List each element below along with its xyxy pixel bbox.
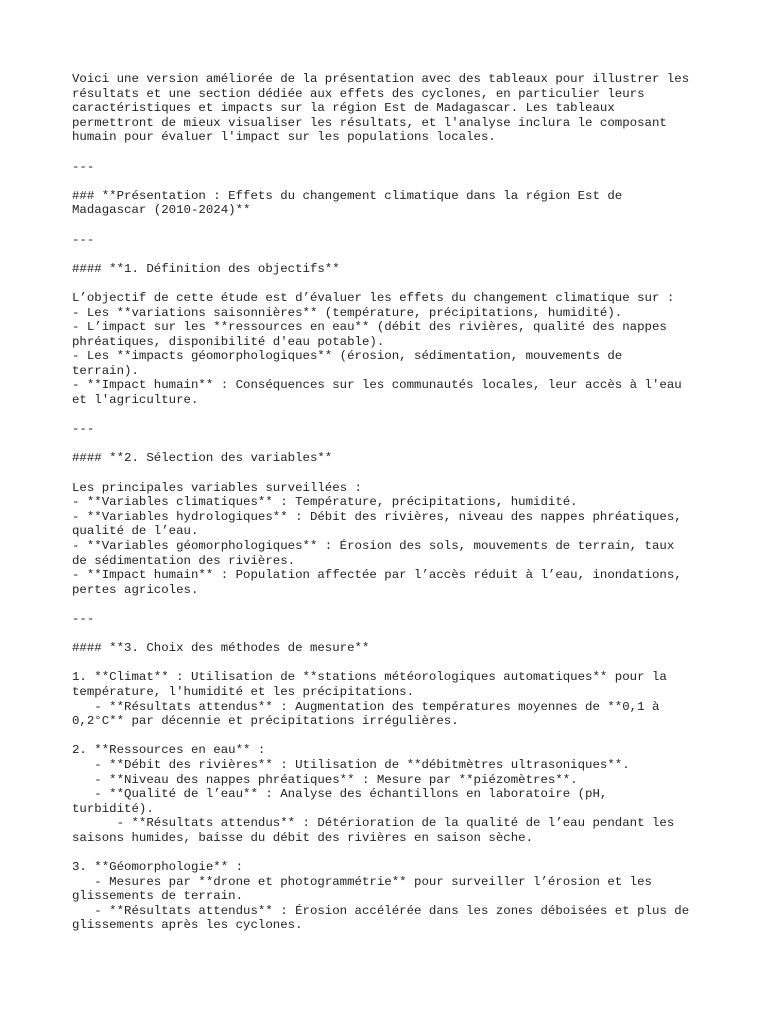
text-line: --- bbox=[72, 232, 95, 247]
text-line: terrain). bbox=[72, 363, 139, 378]
text-line: 1. **Climat** : Utilisation de **stations météorologiques automatiques** pour la bbox=[72, 670, 667, 685]
text-line: Madagascar (2010-2024)** bbox=[72, 203, 251, 218]
text-line: - **Variables climatiques** : Température, précipitations, humidité. bbox=[72, 495, 578, 510]
text-line: de sédimentation des rivières. bbox=[72, 553, 296, 568]
text-line: humain pour évaluer l'impact sur les populations locales. bbox=[72, 130, 496, 145]
blank-line bbox=[72, 437, 712, 452]
blank-line bbox=[72, 247, 712, 262]
text-line: permettront de mieux visualiser les résultats, et l'analyse inclura le composant bbox=[72, 115, 667, 130]
text-line: --- bbox=[72, 422, 95, 437]
text-line: - **Niveau des nappes phréatiques** : Mesure par **piézomètres**. bbox=[72, 772, 578, 787]
text-line: ### **Présentation : Effets du changement climatique dans la région Est de bbox=[72, 188, 623, 203]
text-line: caractéristiques et impacts sur la région Est de Madagascar. Les tableaux bbox=[72, 101, 615, 116]
text-line: Les principales variables surveillées : bbox=[72, 480, 362, 495]
text-line: - **Impact humain** : Population affectée par l’accès réduit à l’eau, inondations, bbox=[72, 568, 682, 583]
blank-line bbox=[72, 408, 712, 423]
text-line: --- bbox=[72, 611, 95, 626]
text-line: résultats et une section dédiée aux effets des cyclones, en particulier leurs bbox=[72, 86, 645, 101]
text-line: - Les **impacts géomorphologiques** (érosion, sédimentation, mouvements de bbox=[72, 349, 623, 364]
document-page bbox=[72, 72, 712, 933]
text-line: #### **1. Définition des objectifs** bbox=[72, 261, 340, 276]
text-line: température, l'humidité et les précipitations. bbox=[72, 684, 415, 699]
text-line: saisons humides, baisse du débit des rivières en saison sèche. bbox=[72, 830, 534, 845]
text-line: - Mesures par **drone et photogrammétrie** pour surveiller l’érosion et les bbox=[72, 874, 652, 889]
text-line: phréatiques, disponibilité d'eau potable). bbox=[72, 334, 385, 349]
text-line: 0,2°C** par décennie et précipitations irrégulières. bbox=[72, 714, 459, 729]
blank-line bbox=[72, 218, 712, 233]
text-line: - Les **variations saisonnières** (température, précipitations, humidité). bbox=[72, 305, 623, 320]
text-line: - **Impact humain** : Conséquences sur les communautés locales, leur accès à l'eau bbox=[72, 378, 682, 393]
text-line: Voici une version améliorée de la présentation avec des tableaux pour illustrer les bbox=[72, 72, 690, 86]
text-line: et l'agriculture. bbox=[72, 393, 199, 408]
text-line: - **Résultats attendus** : Érosion accélérée dans les zones déboisées et plus de bbox=[72, 903, 690, 918]
text-line: #### **2. Sélection des variables** bbox=[72, 451, 333, 466]
blank-line bbox=[72, 276, 712, 291]
text-line: - **Variables hydrologiques** : Débit des rivières, niveau des nappes phréatiques, bbox=[72, 509, 682, 524]
text-line: - **Résultats attendus** : Détérioration de la qualité de l’eau pendant les bbox=[72, 816, 675, 831]
text-line: qualité de l’eau. bbox=[72, 524, 199, 539]
text-line: L’objectif de cette étude est d’évaluer les effets du changement climatique sur : bbox=[72, 290, 675, 305]
text-line: --- bbox=[72, 159, 95, 174]
blank-line bbox=[72, 597, 712, 612]
text-line: glissements après les cyclones. bbox=[72, 918, 303, 933]
text-line: - **Variables géomorphologiques** : Érosion des sols, mouvements de terrain, taux bbox=[72, 539, 675, 553]
text-line: pertes agricoles. bbox=[72, 582, 199, 597]
text-line: 3. **Géomorphologie** : bbox=[72, 860, 244, 875]
blank-line bbox=[72, 845, 712, 860]
text-line: #### **3. Choix des méthodes de mesure** bbox=[72, 641, 370, 656]
text-line: glissements de terrain. bbox=[72, 889, 244, 904]
text-line: turbidité). bbox=[72, 801, 154, 816]
blank-line bbox=[72, 174, 712, 189]
text-line: - L’impact sur les **ressources en eau** (débit des rivières, qualité des nappes bbox=[72, 320, 667, 335]
text-line: - **Débit des rivières** : Utilisation de **débitmètres ultrasoniques**. bbox=[72, 757, 630, 772]
text-line: 2. **Ressources en eau** : bbox=[72, 743, 266, 758]
blank-line bbox=[72, 145, 712, 160]
text-line: - **Qualité de l’eau** : Analyse des échantillons en laboratoire (pH, bbox=[72, 787, 608, 802]
blank-line bbox=[72, 466, 712, 481]
blank-line bbox=[72, 627, 712, 642]
blank-line bbox=[72, 656, 712, 671]
blank-line bbox=[72, 729, 712, 744]
text-line: - **Résultats attendus** : Augmentation des températures moyennes de **0,1 à bbox=[72, 699, 660, 714]
